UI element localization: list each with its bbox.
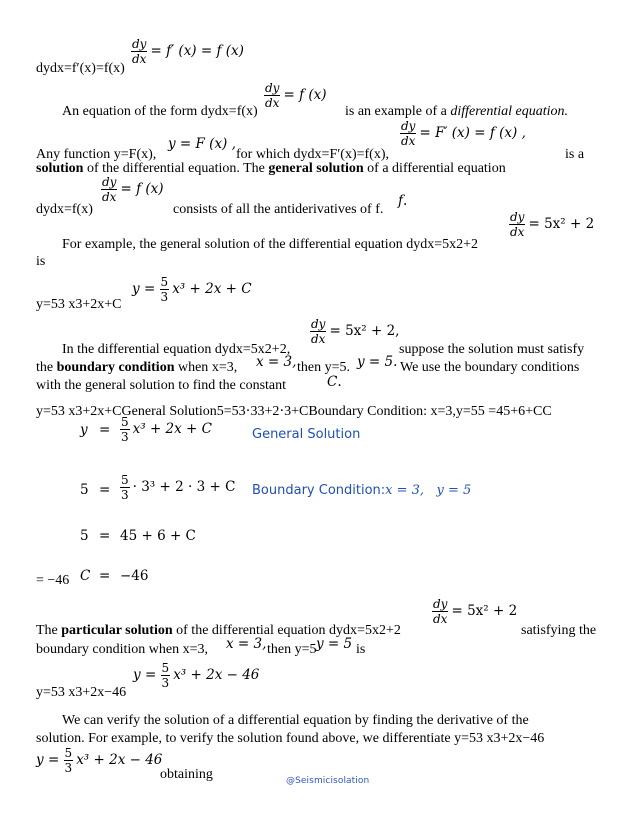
text-line: consists of all the antiderivatives of f. [173,202,384,217]
align-row-4-eq: = [99,568,111,584]
text-line: y=53 x3+2x+C [36,297,122,312]
text-line: then y=5 [267,642,317,657]
text-line: then y=5. [297,360,351,375]
math-eq: y = 5. [357,354,398,370]
text-line: is a [565,147,585,162]
text-line: for which dydx=F′(x)=f(x), [236,147,389,162]
math-eq: $\frac{dy}{dx}$ = 5x² + 2 [510,210,595,239]
label-general-solution: General Solution [252,427,361,442]
math-eq: x = 3, [256,354,297,370]
text-line: is [36,254,46,269]
math-f: f. [398,193,408,209]
text-line: Any function y=F(x), [36,147,157,162]
label-boundary-condition: Boundary Condition:x = 3, y = 5 [252,483,472,498]
align-row-1: y [80,422,88,438]
align-row-2-eq: = [99,482,111,498]
align-row-3-rhs: 45 + 6 + C [120,528,196,544]
math-eq: $\frac{dy}{dx}$ = F′ (x) = f (x) , [401,119,526,148]
math-C: C. [327,374,342,390]
text-line: is an example of a differential equation. [345,104,569,119]
math-eq: $\frac{dy}{dx}$ = 5x² + 2, [311,317,400,346]
text-line: suppose the solution must satisfy [399,342,585,357]
text-line: An equation of the form dydx=f(x) [62,104,258,119]
math-eq: x = 3, [226,636,267,652]
math-eq: y = F (x) , [168,136,236,152]
text-line: y=53 x3+2x−46 [36,685,127,700]
text-line: obtaining [160,767,213,782]
text-line: For example, the general solution of the differential equation dydx=5x2+2 [62,237,478,252]
math-derivative-eq: $\frac{dy}{dx}$ = f′ (x) = f (x) [132,37,244,66]
math-eq: $\frac{dy}{dx}$ = f (x) [265,81,327,110]
align-row-2-rhs: $\frac{5}{3}$ · 3³ + 2 · 3 + C [121,473,236,502]
align-row-1-eq: = [99,422,111,438]
align-row-4-rhs: −46 [120,568,149,584]
math-eq: y = $\frac{5}{3}$ x³ + 2x − 46 [36,746,163,775]
align-row-4: C [80,568,91,584]
math-eq: y = 5 [316,636,353,652]
text-line: boundary condition when x=3, [36,642,208,657]
text-line: dydx=f(x) [36,202,93,217]
text-line: satisfying the [521,623,597,638]
text-line: We can verify the solution of a differential equation by finding the derivative of the [62,713,529,728]
align-row-1-rhs: $\frac{5}{3}$ x³ + 2x + C [121,415,212,444]
text-line: solution. For example, to verify the solution found above, we differentiate y=53 x3+2x−46 [36,731,545,746]
text-line: The particular solution of the differential equation dydx=5x2+2 [36,623,401,638]
text-line: is [356,642,366,657]
text-line: with the general solution to find the constant [36,378,287,393]
align-row-3-eq: = [99,528,111,544]
text-line: We use the boundary conditions [400,360,580,375]
align-row-3: 5 [80,528,89,544]
text-line: dydx=f′(x)=f(x) [36,61,125,76]
text-line: In the differential equation dydx=5x2+2, [62,342,291,357]
math-eq: $\frac{dy}{dx}$ = 5x² + 2 [433,597,518,626]
math-eq: $\frac{dy}{dx}$ = f (x) [102,175,164,204]
math-eq: y = $\frac{5}{3}$ x³ + 2x − 46 [133,661,260,690]
math-eq: y = $\frac{5}{3}$ x³ + 2x + C [132,275,252,304]
watermark: @Seismicisolation [286,776,370,786]
text-line: solution of the differential equation. The general solution of a differential equation [36,161,506,176]
text-line: y=53 x3+2x+CGeneral Solution5=53⋅33+2⋅3+CBoundary Condition: x=3,y=55 =45+6+CC [36,404,552,419]
text-line: = −46 [36,573,70,588]
text-line: the boundary condition when x=3, [36,360,238,375]
align-row-2: 5 [80,482,89,498]
